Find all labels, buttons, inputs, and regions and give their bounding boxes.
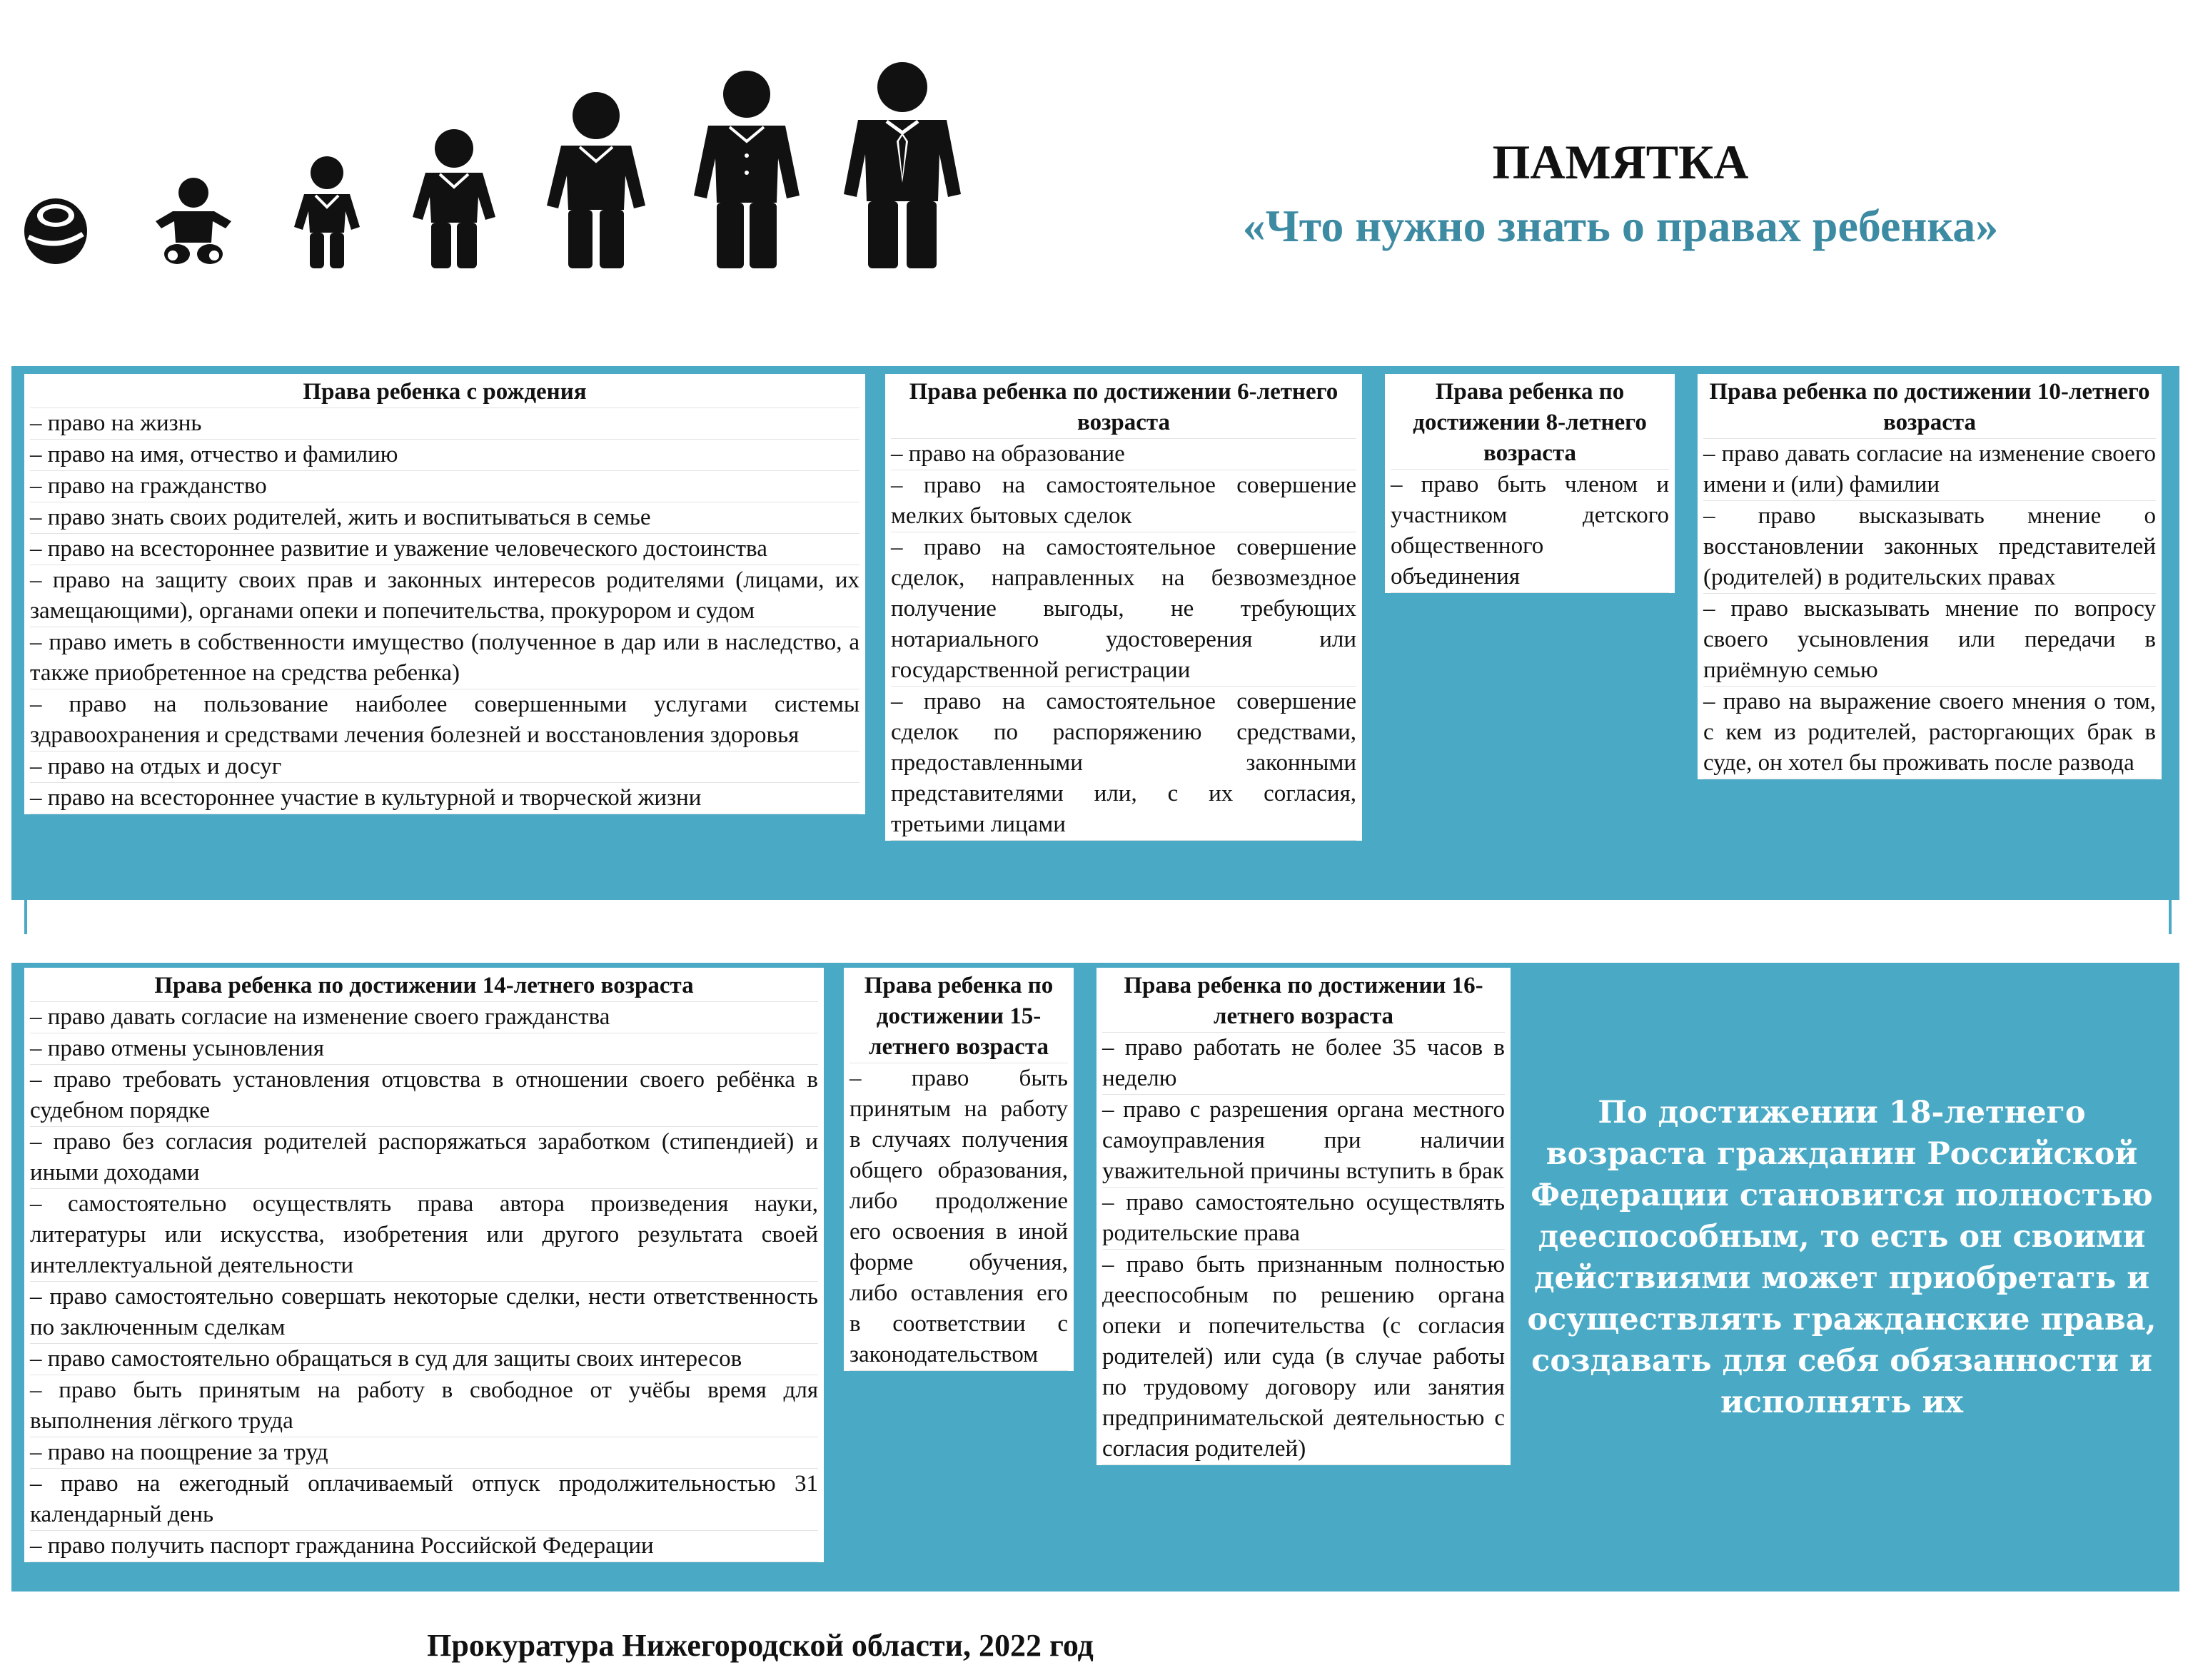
list-item: – право с разрешения органа местного самоуправления при наличии уважительной причины вступить в брак bbox=[1102, 1095, 1505, 1188]
adult-man-icon bbox=[842, 61, 962, 268]
rights-from-birth-list bbox=[30, 408, 859, 814]
page-subtitle: «Что нужно знать о правах ребенка» bbox=[1242, 200, 1999, 251]
list-item: – право на жизнь bbox=[30, 408, 859, 440]
list-item: – право получить паспорт гражданина Российской Федерации bbox=[30, 1531, 818, 1562]
list-item: – право самостоятельно осуществлять родительские права bbox=[1102, 1188, 1505, 1250]
adult-capacity-note: По достижении 18-летнего возраста гражданин Российской Федерации становится полностью дееспособным, то есть он своими действиями может приобретать и осуществлять гражданские права, создавать для себя обязанности и исполнять их bbox=[1527, 1095, 2157, 1420]
list-item: – право на самостоятельное совершение сделок, направленных на безвозмездное получение выгоды, не требующих нотариального удостоверения или государственной регистрации bbox=[891, 532, 1356, 687]
toddler-icon bbox=[290, 156, 364, 268]
teenager-icon bbox=[545, 91, 647, 268]
rights-age-15-title: Права ребенка по достижении 15-летнего возраста bbox=[850, 971, 1068, 1063]
list-item: – право на самостоятельное совершение сделок по распоряжению средствами, предоставленными законными представителями или, с их согласия, третьими лицами bbox=[891, 687, 1356, 841]
rights-age-14-list bbox=[30, 1002, 818, 1562]
child-icon bbox=[410, 128, 498, 268]
rights-age-16-list bbox=[1102, 1033, 1505, 1465]
page-header bbox=[1128, 136, 2113, 255]
list-item: – право на образование bbox=[891, 439, 1356, 470]
list-item: – право на всестороннее развитие и уважение человеческого достоинства bbox=[30, 534, 859, 565]
rights-age-8-box bbox=[1385, 374, 1675, 593]
age-figures bbox=[0, 0, 999, 285]
rights-from-birth-title: Права ребенка с рождения bbox=[30, 377, 859, 408]
list-item: – право давать согласие на изменение своего имени и (или) фамилии bbox=[1703, 439, 2156, 501]
rights-age-6-list bbox=[891, 439, 1356, 841]
rights-age-10-box bbox=[1698, 374, 2162, 779]
rights-age-6-title: Права ребенка по достижении 6-летнего возраста bbox=[891, 377, 1356, 439]
list-item: – право на имя, отчество и фамилию bbox=[30, 440, 859, 471]
list-item: – право отмены усыновления bbox=[30, 1033, 818, 1065]
page-title: ПАМЯТКА bbox=[1492, 135, 1749, 189]
rights-age-16-box bbox=[1096, 968, 1511, 1465]
list-item: – право давать согласие на изменение своего гражданства bbox=[30, 1002, 818, 1033]
list-item: – право иметь в собственности имущество (полученное в дар или в наследство, а также приобретенное на средства ребенка) bbox=[30, 627, 859, 689]
band-separator bbox=[0, 934, 2188, 966]
list-item: – право на гражданство bbox=[30, 471, 859, 502]
list-item: – право на пользование наиболее совершенными услугами системы здравоохранения и средствами лечения болезней и восстановления здоровья bbox=[30, 689, 859, 752]
list-item: – право на отдых и досуг bbox=[30, 752, 859, 783]
list-item: – самостоятельно осуществлять права автора произведения науки, литературы или искусства, изобретения или другого результата своей интеллектуальной деятельности bbox=[30, 1189, 818, 1282]
list-item: – право работать не более 35 часов в неделю bbox=[1102, 1033, 1505, 1095]
list-item: – право самостоятельно совершать некоторые сделки, нести ответственность по заключенным сделкам bbox=[30, 1282, 818, 1344]
rights-from-birth-box bbox=[24, 374, 865, 814]
list-item: – право на защиту своих прав и законных интересов родителями (лицами, их замещающими), органами опеки и попечительства, прокурором и судом bbox=[30, 565, 859, 627]
rights-age-15-box bbox=[844, 968, 1074, 1371]
list-item: – право на всестороннее участие в культурной и творческой жизни bbox=[30, 783, 859, 814]
rights-age-8-list bbox=[1391, 470, 1669, 593]
swaddled-baby-icon bbox=[23, 194, 89, 265]
rights-age-16-title: Права ребенка по достижении 16-летнего возраста bbox=[1102, 971, 1505, 1033]
rights-age-6-box bbox=[885, 374, 1362, 841]
list-item: – право быть принятым на работу в случаях получения общего образования, либо продолжение его освоения в иной форме обучения, либо оставления его в соответствии с законодательством bbox=[850, 1063, 1068, 1371]
rights-age-8-title: Права ребенка по достижении 8-летнего возраста bbox=[1391, 377, 1669, 470]
list-item: – право требовать установления отцовства в отношении своего ребёнка в судебном порядке bbox=[30, 1065, 818, 1127]
list-item: – право без согласия родителей распоряжаться заработком (стипендией) и иными доходами bbox=[30, 1127, 818, 1189]
list-item: – право высказывать мнение по вопросу своего усыновления или передачи в приёмную семью bbox=[1703, 594, 2156, 687]
list-item: – право быть членом и участником детского общественного объединения bbox=[1391, 470, 1669, 593]
list-item: – право на ежегодный оплачиваемый отпуск продолжительностью 31 календарный день bbox=[30, 1469, 818, 1531]
list-item: – право знать своих родителей, жить и воспитываться в семье bbox=[30, 502, 859, 534]
list-item: – право на поощрение за труд bbox=[30, 1437, 818, 1469]
rights-age-10-list bbox=[1703, 439, 2156, 779]
rights-age-14-box bbox=[24, 968, 824, 1562]
list-item: – право быть принятым на работу в свободное от учёбы время для выполнения лёгкого труда bbox=[30, 1375, 818, 1437]
infant-icon bbox=[148, 177, 238, 267]
rights-age-14-title: Права ребенка по достижении 14-летнего возраста bbox=[30, 971, 818, 1002]
band-separator-line bbox=[11, 963, 2179, 966]
young-man-icon bbox=[692, 70, 801, 268]
rights-age-10-title: Права ребенка по достижении 10-летнего возраста bbox=[1703, 377, 2156, 439]
list-item: – право на самостоятельное совершение мелких бытовых сделок bbox=[891, 470, 1356, 532]
list-item: – право быть признанным полностью дееспособным по решению органа опеки и попечительства (с согласия родителей) или суда (в случае работы по трудовому договору или занятия предпринимательской деятельностью с согласия родителей) bbox=[1102, 1250, 1505, 1465]
list-item: – право самостоятельно обращаться в суд для защиты своих интересов bbox=[30, 1344, 818, 1375]
list-item: – право высказывать мнение о восстановлении законных представителей (родителей) в родительских правах bbox=[1703, 501, 2156, 594]
list-item: – право на выражение своего мнения о том, с кем из родителей, расторгающих брак в суде, он хотел бы проживать после развода bbox=[1703, 687, 2156, 779]
band-gap bbox=[24, 900, 2172, 934]
rights-age-15-list bbox=[850, 1063, 1068, 1371]
footer-credit: Прокуратура Нижегородской области, 2022 год bbox=[427, 1628, 1094, 1663]
